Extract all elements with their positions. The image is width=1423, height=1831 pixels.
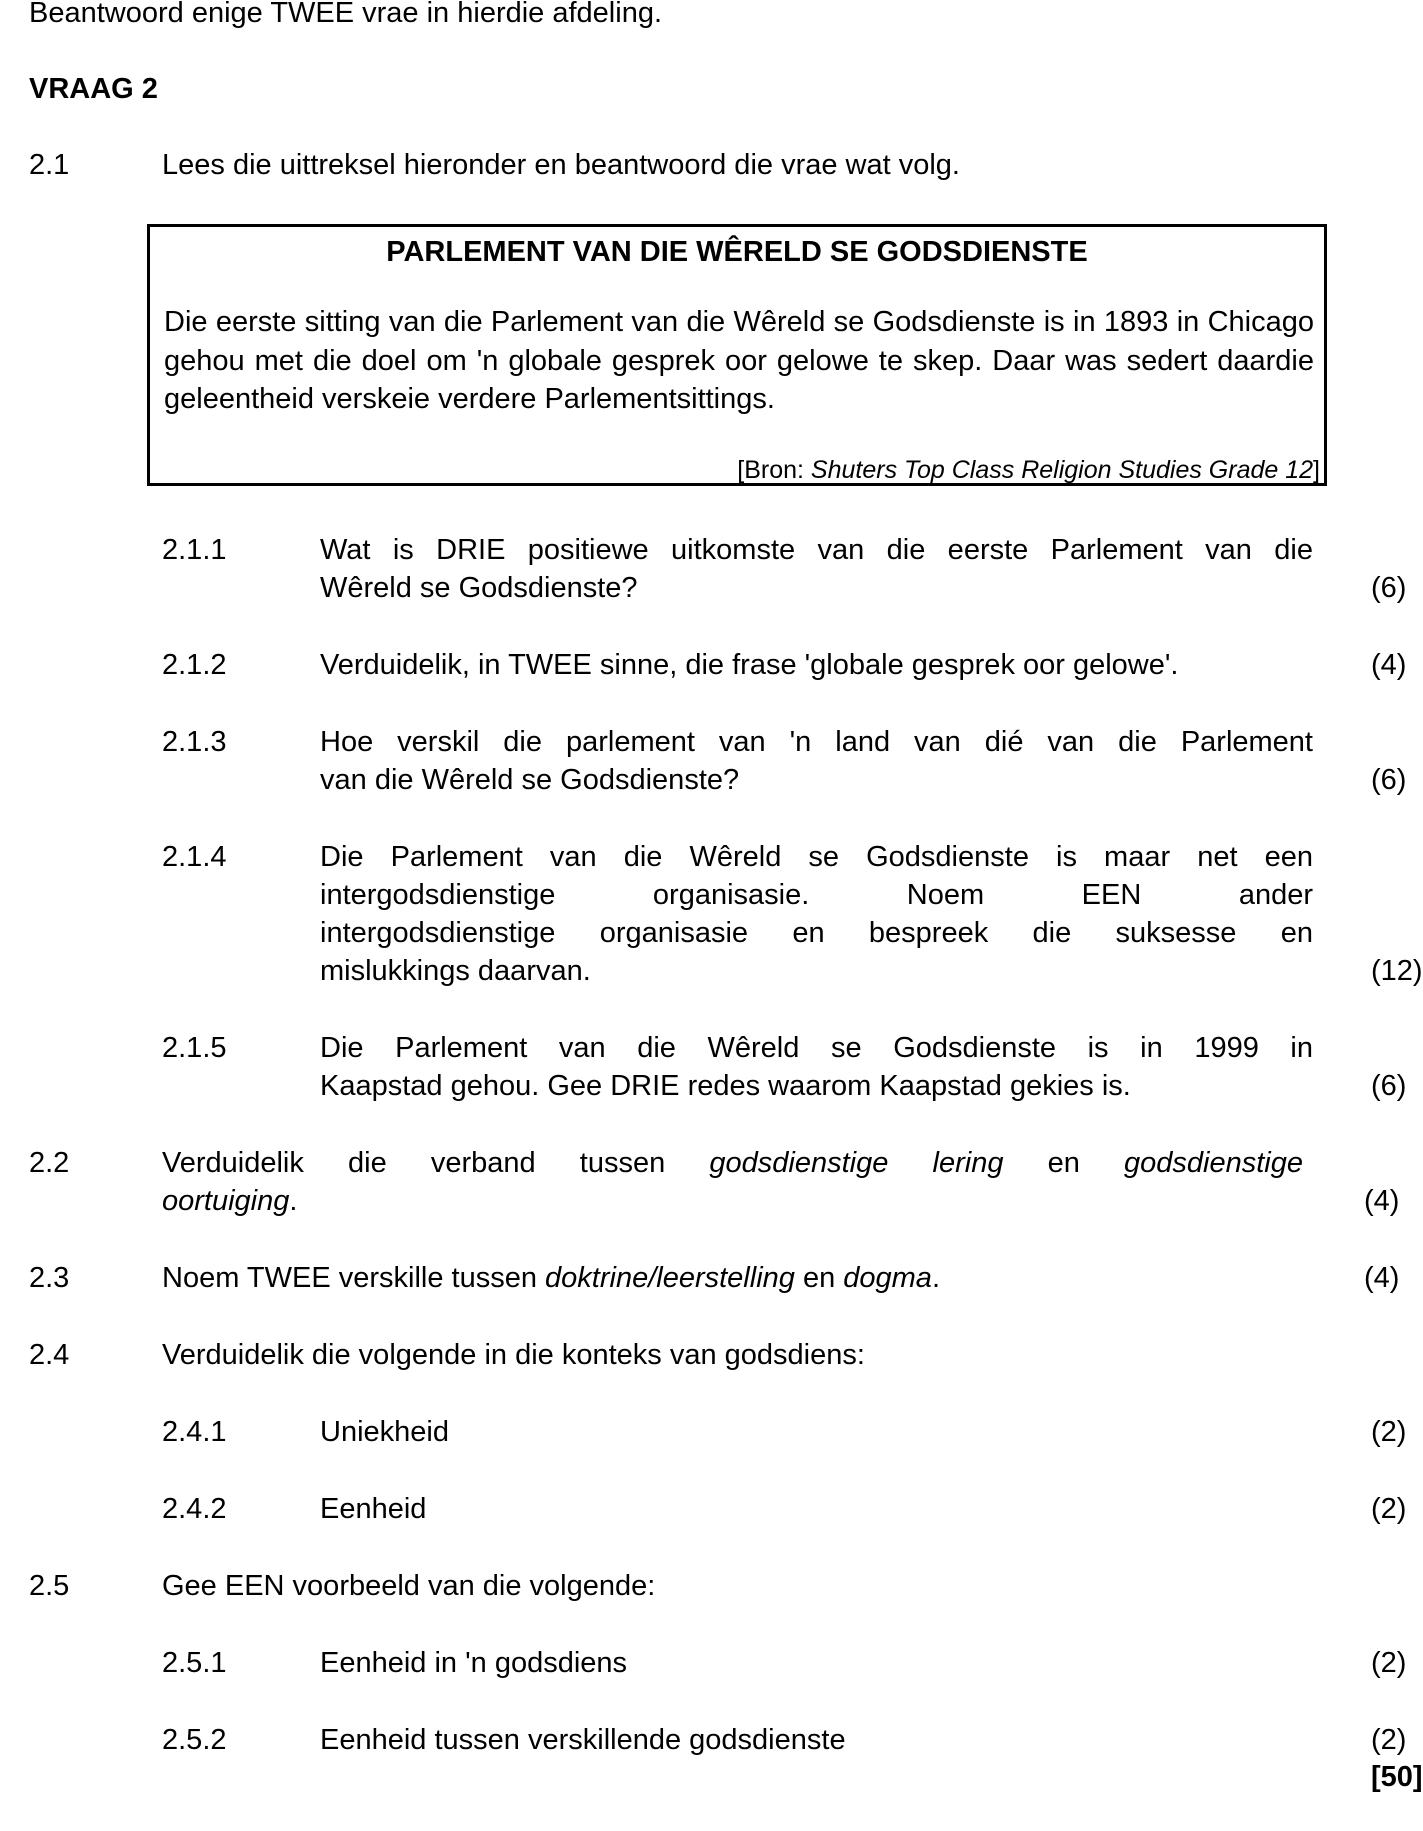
q2-1-4-mark: (12) <box>1371 955 1423 987</box>
q2-5-1-mark: (2) <box>1371 1647 1407 1679</box>
q2-1-4-text-line: intergodsdienstige organisasie. Noem EEN ander <box>320 879 1313 911</box>
q2-2-text-line: Verduidelik die verband tussen godsdienstige lering en godsdienstige <box>162 1147 1303 1179</box>
q2-3-mark: (4) <box>1364 1262 1400 1294</box>
q2-1-5-mark: (6) <box>1371 1070 1407 1102</box>
q2-1-5-text-line: Die Parlement van die Wêreld se Godsdienste is in 1999 in <box>320 1032 1313 1064</box>
q2-1-2-number: 2.1.2 <box>162 649 227 681</box>
q2-1-1-mark: (6) <box>1371 572 1407 604</box>
q2-4-number: 2.4 <box>29 1339 70 1371</box>
q2-3-number: 2.3 <box>29 1262 70 1294</box>
q2-5-1-text: Eenheid in 'n godsdiens <box>320 1647 628 1679</box>
q2-3-text: Noem TWEE verskille tussen doktrine/leerstelling en dogma. <box>162 1262 940 1294</box>
q2-1-number: 2.1 <box>29 149 70 181</box>
q2-1-4-text-line: intergodsdienstige organisasie en bespreek die suksesse en <box>320 917 1313 949</box>
q2-1-text: Lees die uittreksel hieronder en beantwoord die vrae wat volg. <box>162 149 960 181</box>
q2-4-1-text: Uniekheid <box>320 1416 449 1448</box>
q2-4-1-number: 2.4.1 <box>162 1416 227 1448</box>
q2-5-1-number: 2.5.1 <box>162 1647 227 1679</box>
extract-source: [Bron: Shuters Top Class Religion Studies Grade 12] <box>737 456 1320 484</box>
q2-1-3-text-line: Hoe verskil die parlement van 'n land van dié van die Parlement <box>320 726 1313 758</box>
q2-4-2-text: Eenheid <box>320 1493 427 1525</box>
q2-1-2-text: Verduidelik, in TWEE sinne, die frase 'globale gesprek oor gelowe'. <box>320 649 1179 681</box>
q2-1-4-text-line: mislukkings daarvan. <box>320 955 591 987</box>
q2-2-number: 2.2 <box>29 1147 70 1179</box>
q2-1-5-number: 2.1.5 <box>162 1032 227 1064</box>
q2-2-text-line: oortuiging. <box>162 1185 298 1217</box>
section-instruction: Beantwoord enige TWEE vrae in hierdie afdeling. <box>29 0 663 29</box>
q2-4-1-mark: (2) <box>1371 1416 1407 1448</box>
q2-5-2-mark: (2) <box>1371 1724 1407 1756</box>
q2-4-2-number: 2.4.2 <box>162 1493 227 1525</box>
question-title: VRAAG 2 <box>29 73 158 105</box>
q2-1-3-text-line: van die Wêreld se Godsdienste? <box>320 764 740 796</box>
q2-4-text: Verduidelik die volgende in die konteks van godsdiens: <box>162 1339 865 1371</box>
q2-1-4-number: 2.1.4 <box>162 841 227 873</box>
q2-5-2-text: Eenheid tussen verskillende godsdienste <box>320 1724 846 1756</box>
q2-1-4-text-line: Die Parlement van die Wêreld se Godsdienste is maar net een <box>320 841 1313 873</box>
q2-5-2-number: 2.5.2 <box>162 1724 227 1756</box>
q2-5-number: 2.5 <box>29 1570 70 1602</box>
q2-1-5-text-line: Kaapstad gehou. Gee DRIE redes waarom Kaapstad gekies is. <box>320 1070 1131 1102</box>
q2-1-1-text-line: Wat is DRIE positiewe uitkomste van die eerste Parlement van die <box>320 534 1313 566</box>
extract-body: Die eerste sitting van die Parlement van die Wêreld se Godsdienste is in 1893 in Chicago gehou met die doel om 'n globale gesprek oor gelowe te skep. Daar was sedert daardie geleentheid verskeie verdere Parlementsittings. <box>164 306 1314 415</box>
q2-1-1-text-line: Wêreld se Godsdienste? <box>320 572 638 604</box>
q2-1-3-number: 2.1.3 <box>162 726 227 758</box>
q2-5-text: Gee EEN voorbeeld van die volgende: <box>162 1570 656 1602</box>
q2-4-2-mark: (2) <box>1371 1493 1407 1525</box>
extract-title: PARLEMENT VAN DIE WÊRELD SE GODSDIENSTE <box>386 236 1088 268</box>
q2-1-1-number: 2.1.1 <box>162 534 227 566</box>
source-extract-box <box>147 224 1327 486</box>
q2-1-3-mark: (6) <box>1371 764 1407 796</box>
total-marks: [50] <box>1371 1761 1423 1793</box>
q2-1-2-mark: (4) <box>1371 649 1407 681</box>
q2-2-mark: (4) <box>1364 1185 1400 1217</box>
